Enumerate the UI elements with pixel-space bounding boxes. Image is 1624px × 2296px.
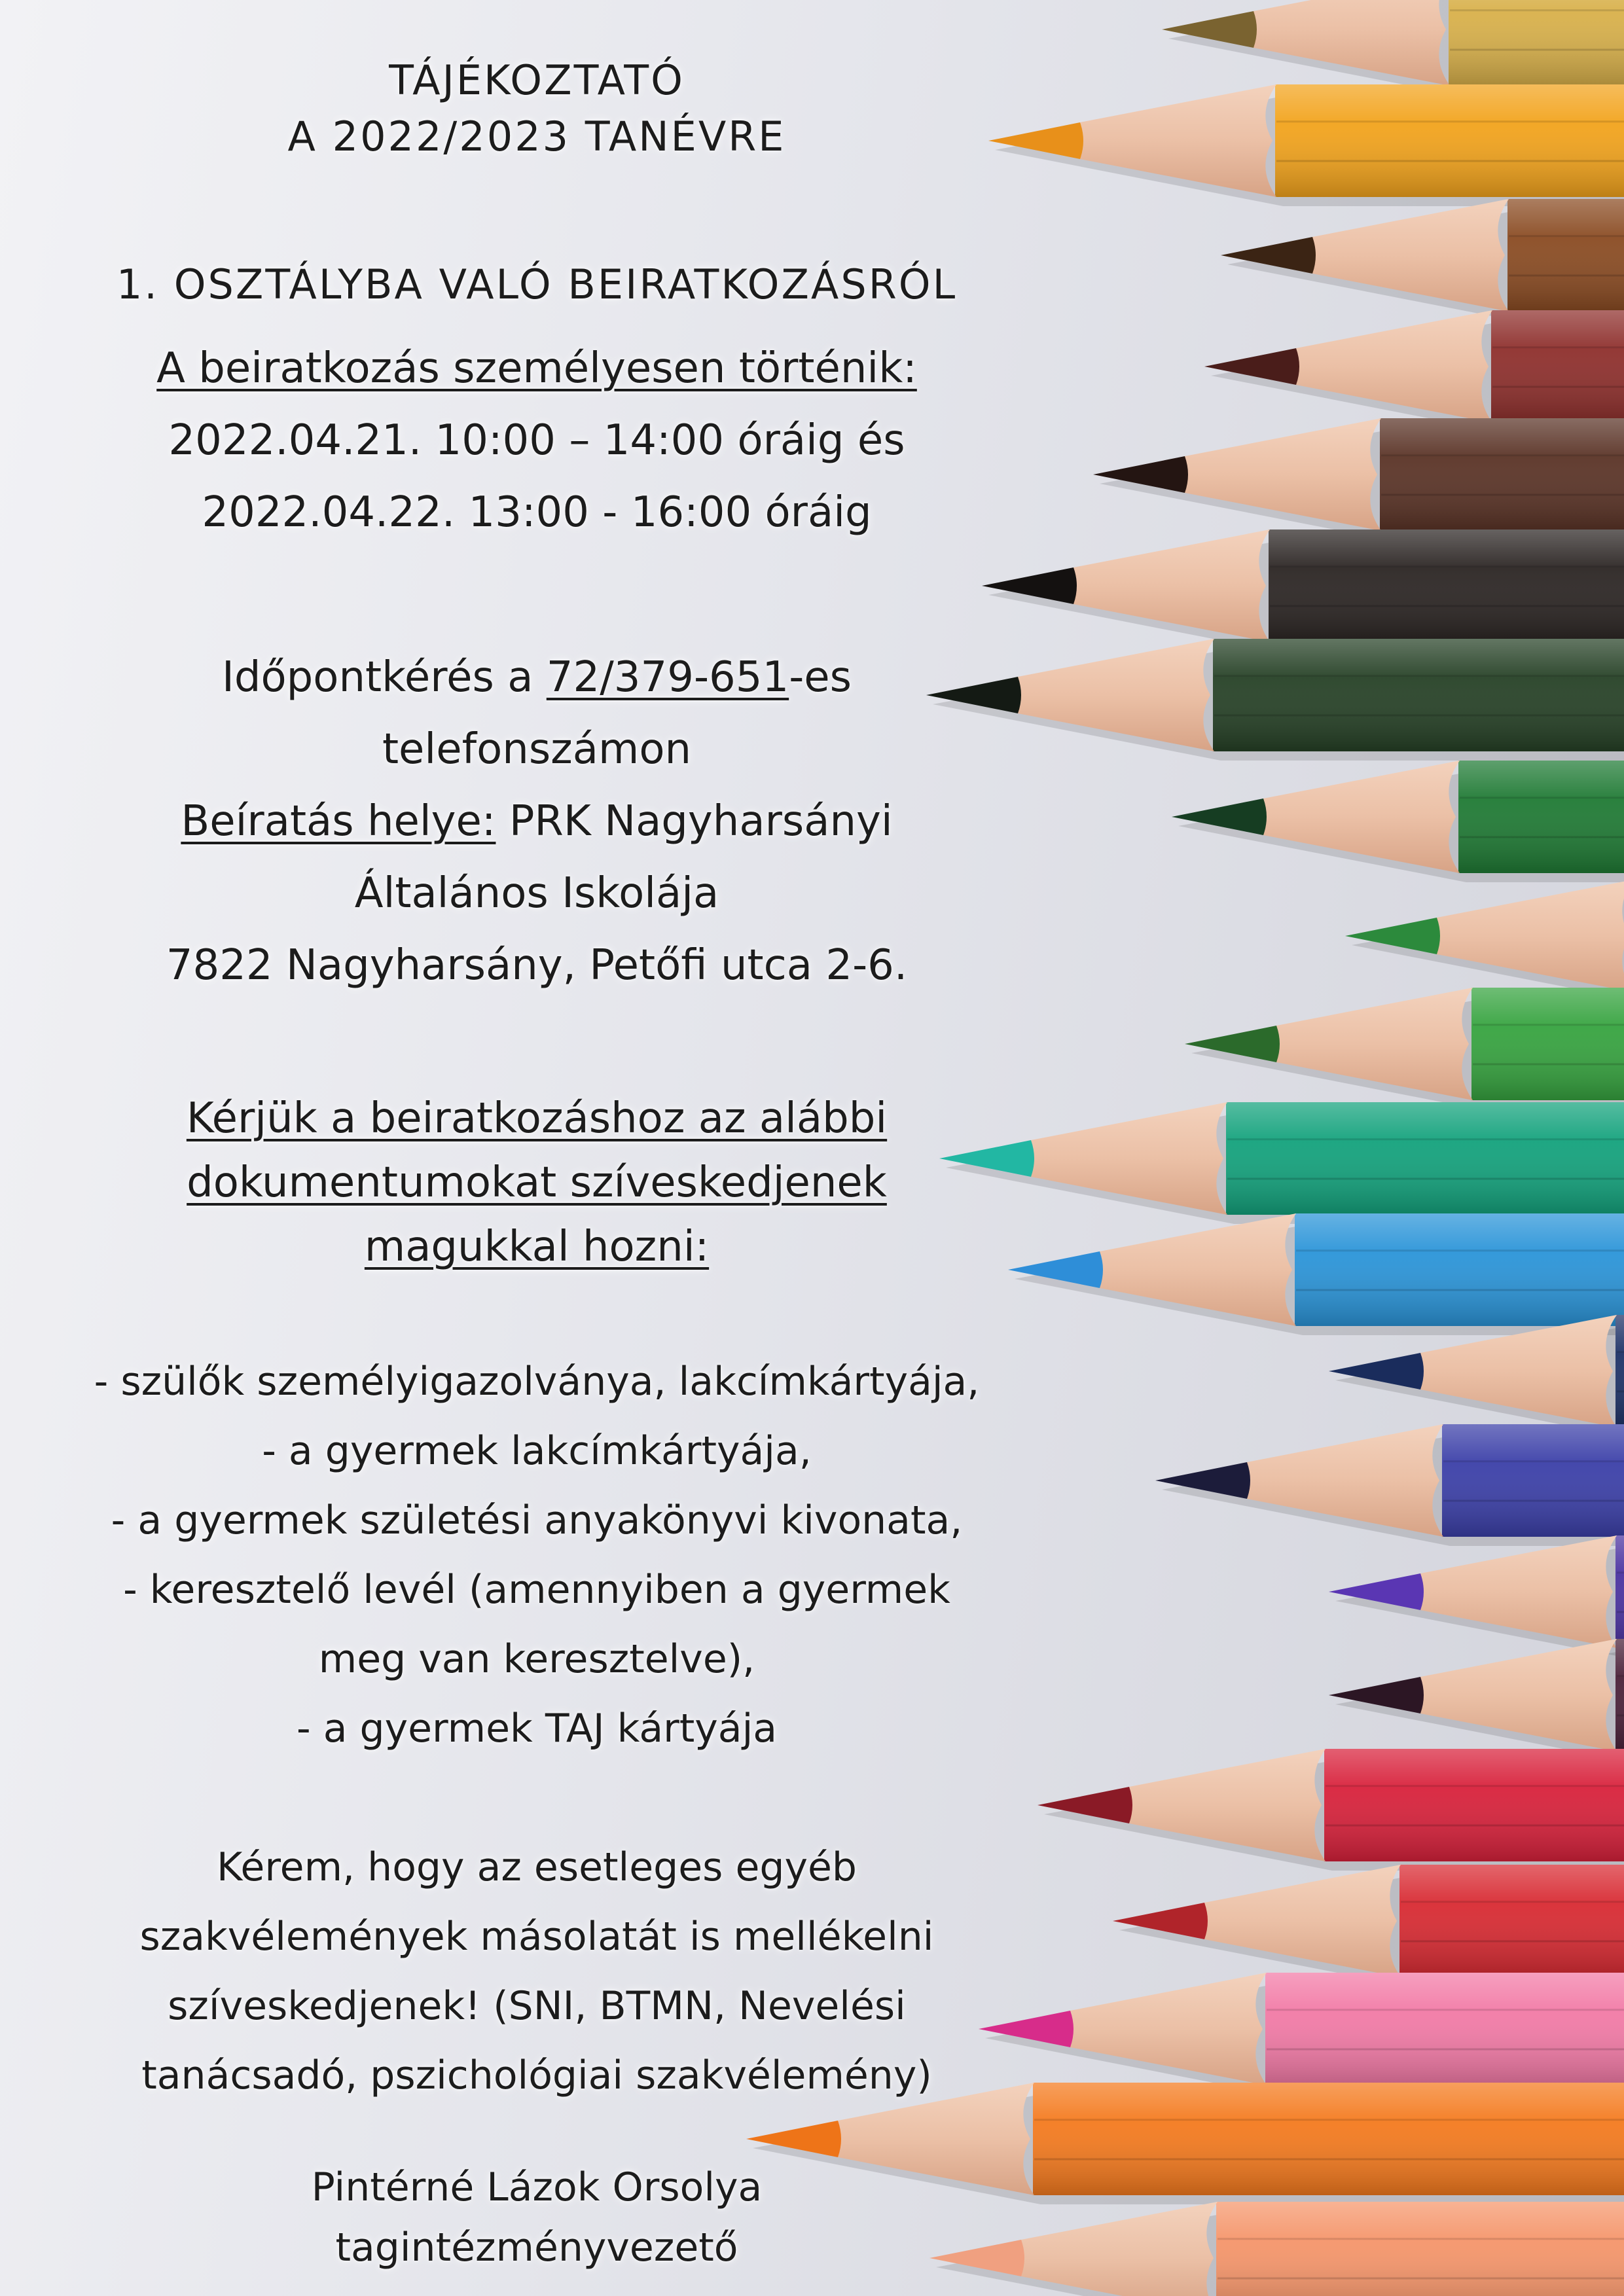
pencil <box>1185 988 1624 1109</box>
title-line-1: TÁJÉKOZTATÓ <box>389 56 685 104</box>
documents-heading-line-1: Kérjük a beiratkozáshoz az alábbi <box>186 1094 888 1143</box>
appointment-line-2: telefonszámon <box>382 725 692 774</box>
documents-heading-line-2: dokumentumokat szíveskedjenek <box>187 1158 887 1207</box>
pencil <box>1221 199 1624 321</box>
request-line: Kérem, hogy az esetleges egyéb <box>217 1844 857 1890</box>
enrollment-date-1: 2022.04.21. 10:00 – 14:00 óráig és <box>168 416 905 465</box>
signature-name: Pintérné Lázok Orsolya <box>311 2164 763 2210</box>
location-line <box>39 785 1034 857</box>
list-item: - keresztelő levél (amennyiben a gyermek <box>123 1567 950 1613</box>
pencil <box>1172 761 1624 882</box>
appointment-block <box>39 641 1034 1001</box>
list-item: - szülők személyigazolványa, lakcímkártyája, <box>94 1359 980 1405</box>
enrollment-date-2: 2022.04.22. 13:00 - 16:00 óráig <box>202 488 872 537</box>
request-block <box>39 1833 1034 2110</box>
subtitle: 1. OSZTÁLYBA VALÓ BEIRATKOZÁSRÓL <box>116 260 958 308</box>
documents-list <box>39 1347 1034 1763</box>
pencil <box>1345 880 1624 1001</box>
pencil <box>1008 1213 1624 1335</box>
title-block <box>39 52 1034 165</box>
documents-heading <box>39 1086 1034 1279</box>
pencil <box>982 529 1624 651</box>
pencil <box>1329 1639 1624 1761</box>
appointment-prefix: Időpontkérés a <box>222 653 547 702</box>
pencil <box>1113 1865 1624 1986</box>
list-item: - a gyermek születési anyakönyvi kivonata, <box>111 1498 963 1543</box>
phone-number-link[interactable]: 72/379-651 <box>546 653 789 702</box>
appointment-line <box>39 641 1034 713</box>
pencil <box>1093 418 1624 540</box>
location-label: Beíratás helye: <box>181 797 496 846</box>
pencil <box>1204 310 1624 432</box>
location-address: 7822 Nagyharsány, Petőfi utca 2-6. <box>166 941 908 990</box>
pencil <box>1162 0 1624 95</box>
pencil <box>939 1102 1624 1224</box>
documents-heading-line-3: magukkal hozni: <box>364 1223 710 1271</box>
pencil <box>979 1973 1624 2094</box>
location-name-part1: PRK Nagyharsányi <box>496 797 893 846</box>
request-line: szíveskedjenek! (SNI, BTMN, Nevelési <box>168 1983 906 2029</box>
location-name-part2: Általános Iskolája <box>354 869 719 918</box>
request-line: tanácsadó, pszichológiai szakvélemény) <box>141 2053 932 2098</box>
pencil <box>1329 1535 1624 1657</box>
title-line-2: A 2022/2023 TANÉVRE <box>287 113 786 160</box>
pencil <box>1155 1424 1624 1546</box>
request-line: szakvélemények másolatát is mellékelni <box>139 1914 934 1960</box>
list-item: - a gyermek TAJ kártyája <box>296 1706 778 1751</box>
enrollment-block <box>39 332 1034 548</box>
signature-role: tagintézményvezető <box>335 2225 738 2270</box>
pencil <box>988 84 1624 206</box>
list-item: - a gyermek lakcímkártyája, <box>262 1428 812 1474</box>
appointment-suffix: -es <box>789 653 852 702</box>
pencil <box>1038 1749 1624 1871</box>
list-item: meg van keresztelve), <box>318 1636 755 1682</box>
enrollment-heading: A beiratkozás személyesen történik: <box>156 344 917 393</box>
signature-block <box>39 2157 1034 2278</box>
